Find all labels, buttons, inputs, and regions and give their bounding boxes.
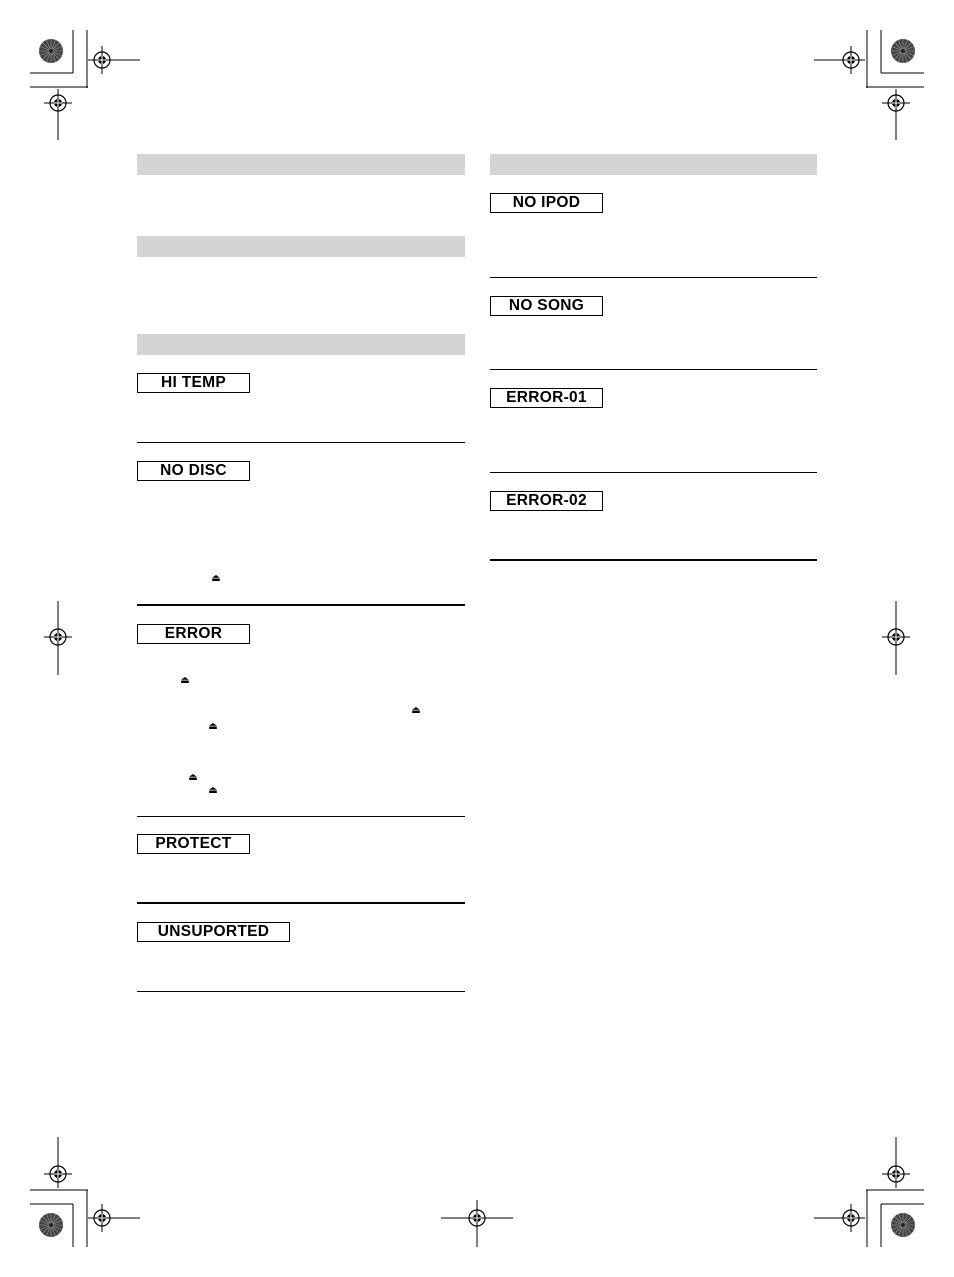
indicator-no-ipod: NO IPOD [490,193,603,213]
section-header-bar [137,154,465,175]
indicator-protect: PROTECT [137,834,250,854]
indicator-unsuported: UNSUPORTED [137,922,290,942]
registration-mark-icon [88,1204,116,1232]
registration-mark-icon [882,623,910,651]
entry-divider [137,991,465,992]
entry-divider [490,277,817,278]
indicator-hi-temp: HI TEMP [137,373,250,393]
indicator-no-song: NO SONG [490,296,603,316]
eject-icon: ⏏ [188,772,198,783]
color-wheel-icon [891,39,915,63]
entry-divider [490,559,817,561]
eject-icon: ⏏ [208,721,218,732]
registration-mark-icon [44,623,72,651]
indicator-error: ERROR [137,624,250,644]
entry-divider [137,902,465,904]
color-wheel-icon [39,1213,63,1237]
entry-divider [137,604,465,606]
eject-icon: ⏏ [411,705,421,716]
indicator-error-02: ERROR-02 [490,491,603,511]
registration-mark-icon [463,1204,491,1232]
eject-icon: ⏏ [180,675,190,686]
indicator-error-01: ERROR-01 [490,388,603,408]
section-header-bar [137,334,465,355]
entry-divider [137,442,465,443]
registration-mark-icon [882,1160,910,1188]
section-header-bar [490,154,817,175]
entry-divider [137,816,465,817]
registration-mark-icon [88,46,116,74]
indicator-no-disc: NO DISC [137,461,250,481]
eject-icon: ⏏ [211,573,221,584]
color-wheel-icon [39,39,63,63]
eject-icon: ⏏ [208,785,218,796]
registration-mark-icon [44,1160,72,1188]
registration-mark-icon [837,46,865,74]
color-wheel-icon [891,1213,915,1237]
section-header-bar [137,236,465,257]
registration-mark-icon [44,89,72,117]
entry-divider [490,472,817,473]
registration-mark-icon [837,1204,865,1232]
entry-divider [490,369,817,370]
registration-mark-icon [882,89,910,117]
